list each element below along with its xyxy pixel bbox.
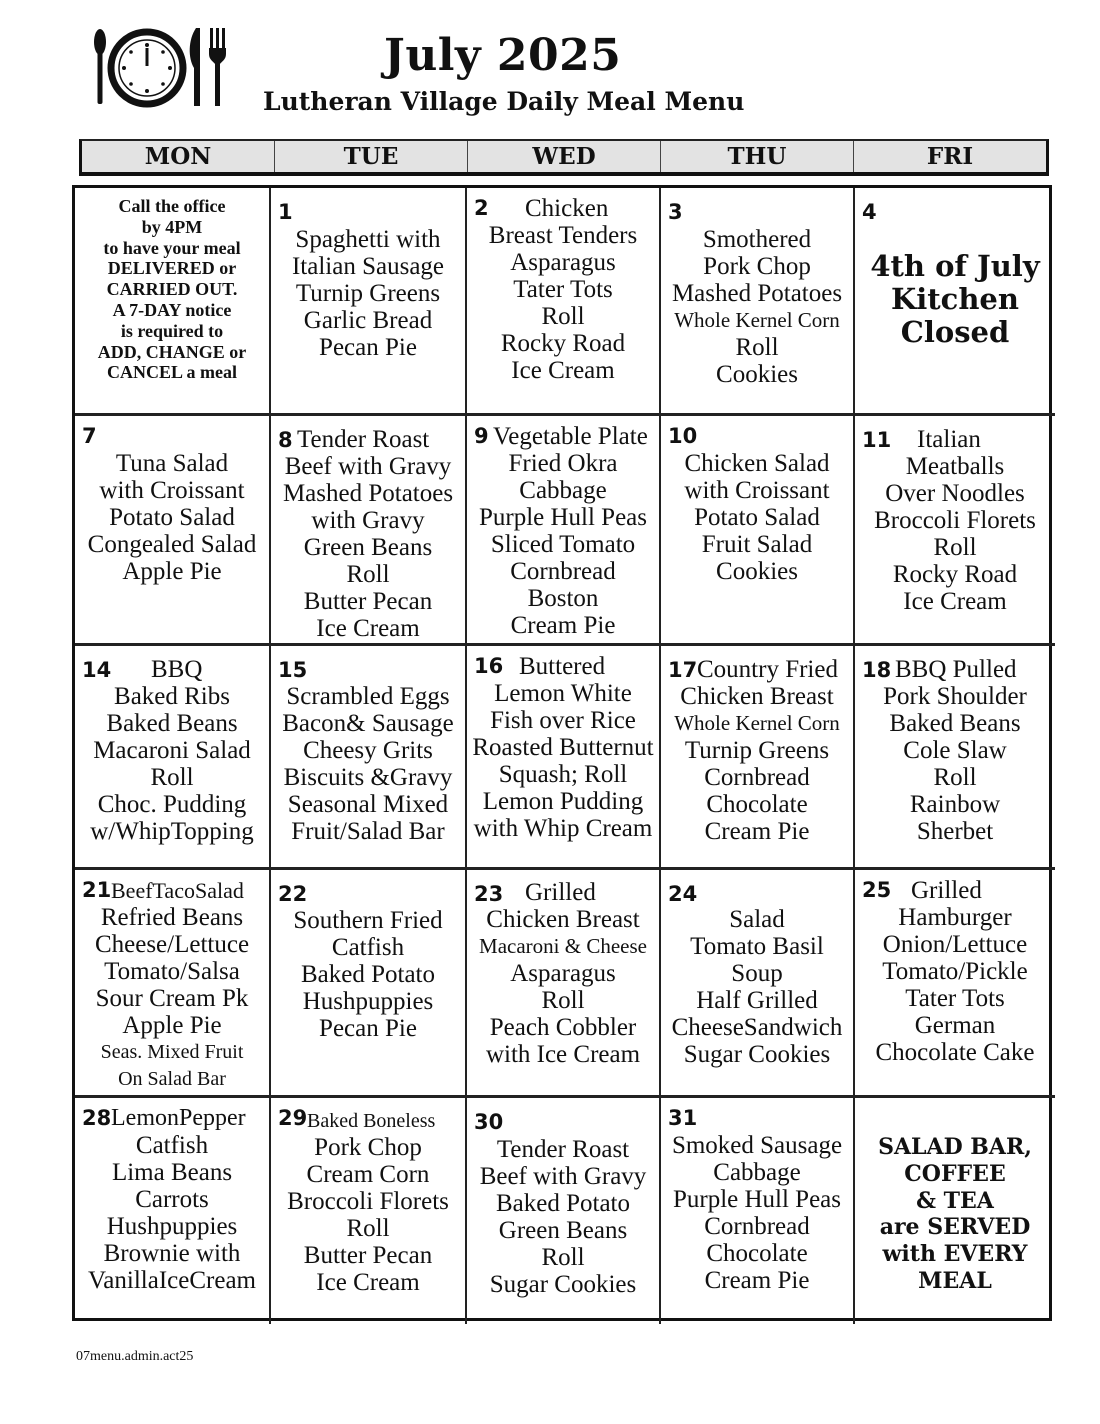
menu-item-lead: Italian	[917, 426, 981, 453]
menu-items: Meatballs Over Noodles Broccoli Florets Roll Rocky Road Ice Cream	[874, 453, 1036, 615]
day-cell-22	[271, 870, 467, 1098]
weekday-mon: MON	[82, 141, 275, 172]
meal-ordering-notice: Call the office by 4PM to have your meal DELIVERED or CARRIED OUT. A 7-DAY notice is required to ADD, CHANGE or CANCEL a meal	[97, 196, 247, 383]
day-cell-31	[661, 1098, 855, 1324]
menu-item-lead: LemonPepper	[111, 1105, 246, 1131]
day-cell-17	[661, 646, 855, 870]
menu-items: Hamburger Onion/Lettuce Tomato/Pickle Tater Tots German Chocolate Cake	[875, 904, 1035, 1066]
day-number: 31	[668, 1106, 698, 1130]
day-cell-1	[271, 188, 467, 416]
weekday-thu: THU	[661, 141, 854, 172]
footer-code: 07menu.admin.act25	[76, 1349, 194, 1364]
day-cell-24	[661, 870, 855, 1098]
meal-logo	[92, 24, 242, 108]
menu-item-lead: BBQ	[151, 656, 203, 683]
menu-items: Southern Fried Catfish Baked Potato Hushpuppies Pecan Pie	[293, 907, 443, 1042]
menu-items: Lemon White Fish over Rice Roasted Butternut Squash; Roll Lemon Pudding with Whip Cream	[472, 680, 654, 842]
day-cell-3	[661, 188, 855, 416]
day-number: 8	[278, 428, 293, 452]
day-cell-30	[467, 1098, 661, 1324]
menu-item-lead: Grilled	[525, 879, 596, 906]
day-cell-11	[855, 416, 1055, 646]
day-cell-9	[467, 416, 661, 646]
notice-cell	[75, 188, 271, 416]
weekday-header	[79, 139, 1049, 176]
clock-icon	[111, 32, 183, 104]
menu-items: Pork Shoulder Baked Beans Cole Slaw Roll Rainbow Sherbet	[883, 683, 1027, 845]
menu-item-lead: Vegetable Plate	[493, 423, 648, 450]
day-cell-23	[467, 870, 661, 1098]
menu-calendar	[72, 185, 1052, 1321]
menu-items: Spaghetti with Italian Sausage Turnip Greens Garlic Bread Pecan Pie	[291, 226, 445, 361]
day-number: 21	[82, 878, 112, 902]
day-number: 2	[474, 196, 489, 220]
day-cell-15	[271, 646, 467, 870]
day-number: 11	[862, 428, 892, 452]
day-number: 30	[474, 1110, 504, 1134]
menu-item-lead: Country Fried	[697, 656, 838, 683]
spoon-icon	[94, 29, 106, 104]
menu-item-lead: Baked Boneless	[307, 1110, 436, 1132]
day-number: 4	[862, 200, 877, 224]
salad-bar-note: SALAD BAR, COFFEE & TEA are SERVED with EVERY MEAL	[878, 1134, 1032, 1294]
menu-items: Fried Okra Cabbage Purple Hull Peas Sliced Tomato Cornbread Boston Cream Pie	[478, 450, 648, 639]
menu-item-lead: Buttered	[519, 653, 606, 680]
day-number: 14	[82, 658, 112, 682]
day-cell-16	[467, 646, 661, 870]
day-number: 22	[278, 882, 308, 906]
day-cell-14	[75, 646, 271, 870]
menu-item-lead: Tender Roast	[297, 426, 430, 453]
menu-items: Smothered Pork Chop Mashed Potatoes Whole Kernel Corn Roll Cookies	[671, 226, 843, 388]
weekday-wed: WED	[468, 141, 661, 172]
day-cell-18	[855, 646, 1055, 870]
menu-items: Beef with Gravy Mashed Potatoes with Gravy Green Beans Roll Butter Pecan Ice Cream	[282, 453, 454, 642]
day-cell-7	[75, 416, 271, 646]
menu-items: Chicken Breast Whole Kernel Corn Turnip Greens Cornbread Chocolate Cream Pie	[674, 683, 840, 845]
day-number: 15	[278, 658, 308, 682]
day-cell-8	[271, 416, 467, 646]
day-cell-21	[75, 870, 271, 1098]
menu-items: Baked Ribs Baked Beans Macaroni Salad Roll Choc. Pudding w/WhipTopping	[90, 683, 254, 845]
page-title: July 2025	[384, 30, 622, 81]
day-number: 9	[474, 424, 489, 448]
menu-items: Tender Roast Beef with Gravy Baked Potato Green Beans Roll Sugar Cookies	[479, 1136, 647, 1298]
menu-item-lead: BBQ Pulled	[895, 656, 1017, 683]
day-cell-10	[661, 416, 855, 646]
day-cell-25	[855, 870, 1055, 1098]
menu-items: Chicken Salad with Croissant Potato Salad Fruit Salad Cookies	[684, 450, 830, 585]
weekday-fri: FRI	[926, 143, 974, 170]
day-cell-28	[75, 1098, 271, 1324]
day-cell-2	[467, 188, 661, 416]
day-number: 7	[82, 424, 97, 448]
menu-items: Pork Chop Cream Corn Broccoli Florets Roll Butter Pecan Ice Cream	[287, 1134, 449, 1296]
page-subtitle: Lutheran Village Daily Meal Menu	[263, 87, 745, 116]
day-number: 10	[668, 424, 698, 448]
menu-items: Catfish Lima Beans Carrots Hushpuppies Brownie with VanillaIceCream	[88, 1132, 256, 1294]
menu-items: Smoked Sausage Cabbage Purple Hull Peas Cornbread Chocolate Cream Pie	[671, 1132, 843, 1294]
day-number: 17	[668, 658, 698, 682]
weekday-tue: TUE	[275, 141, 468, 172]
day-cell-29	[271, 1098, 467, 1324]
holiday-closed-notice: 4th of July Kitchen Closed	[870, 249, 1040, 349]
fork-icon	[209, 28, 226, 106]
menu-item-lead: Grilled	[911, 877, 982, 904]
day-number: 25	[862, 878, 892, 902]
knife-icon	[190, 28, 200, 106]
day-number: 23	[474, 882, 504, 906]
menu-items: Tuna Salad with Croissant Potato Salad Congealed Salad Apple Pie	[87, 450, 257, 585]
day-number: 16	[474, 654, 504, 678]
menu-items: Scrambled Eggs Bacon& Sausage Cheesy Grits Biscuits &Gravy Seasonal Mixed Fruit/Salad Bar	[282, 683, 454, 845]
day-number: 18	[862, 658, 892, 682]
menu-item-lead: Chicken	[525, 195, 609, 222]
menu-item-lead: BeefTacoSalad	[111, 878, 244, 903]
menu-items: Chicken Breast Macaroni & Cheese Asparagus Roll Peach Cobbler with Ice Cream	[479, 906, 647, 1068]
menu-items: Refried Beans Cheese/Lettuce Tomato/Salsa Sour Cream Pk Apple Pie Seas. Mixed Fruit On Salad Bar	[94, 904, 250, 1090]
salad-bar-cell	[855, 1098, 1055, 1324]
day-number: 28	[82, 1106, 112, 1130]
day-cell-4	[855, 188, 1055, 416]
menu-items: Breast Tenders Asparagus Tater Tots Roll Rocky Road Ice Cream	[488, 222, 638, 384]
day-number: 3	[668, 200, 683, 224]
day-number: 24	[668, 882, 698, 906]
day-number: 1	[278, 200, 293, 224]
day-number: 29	[278, 1106, 308, 1130]
menu-items: Salad Tomato Basil Soup Half Grilled CheeseSandwich Sugar Cookies	[671, 906, 843, 1068]
